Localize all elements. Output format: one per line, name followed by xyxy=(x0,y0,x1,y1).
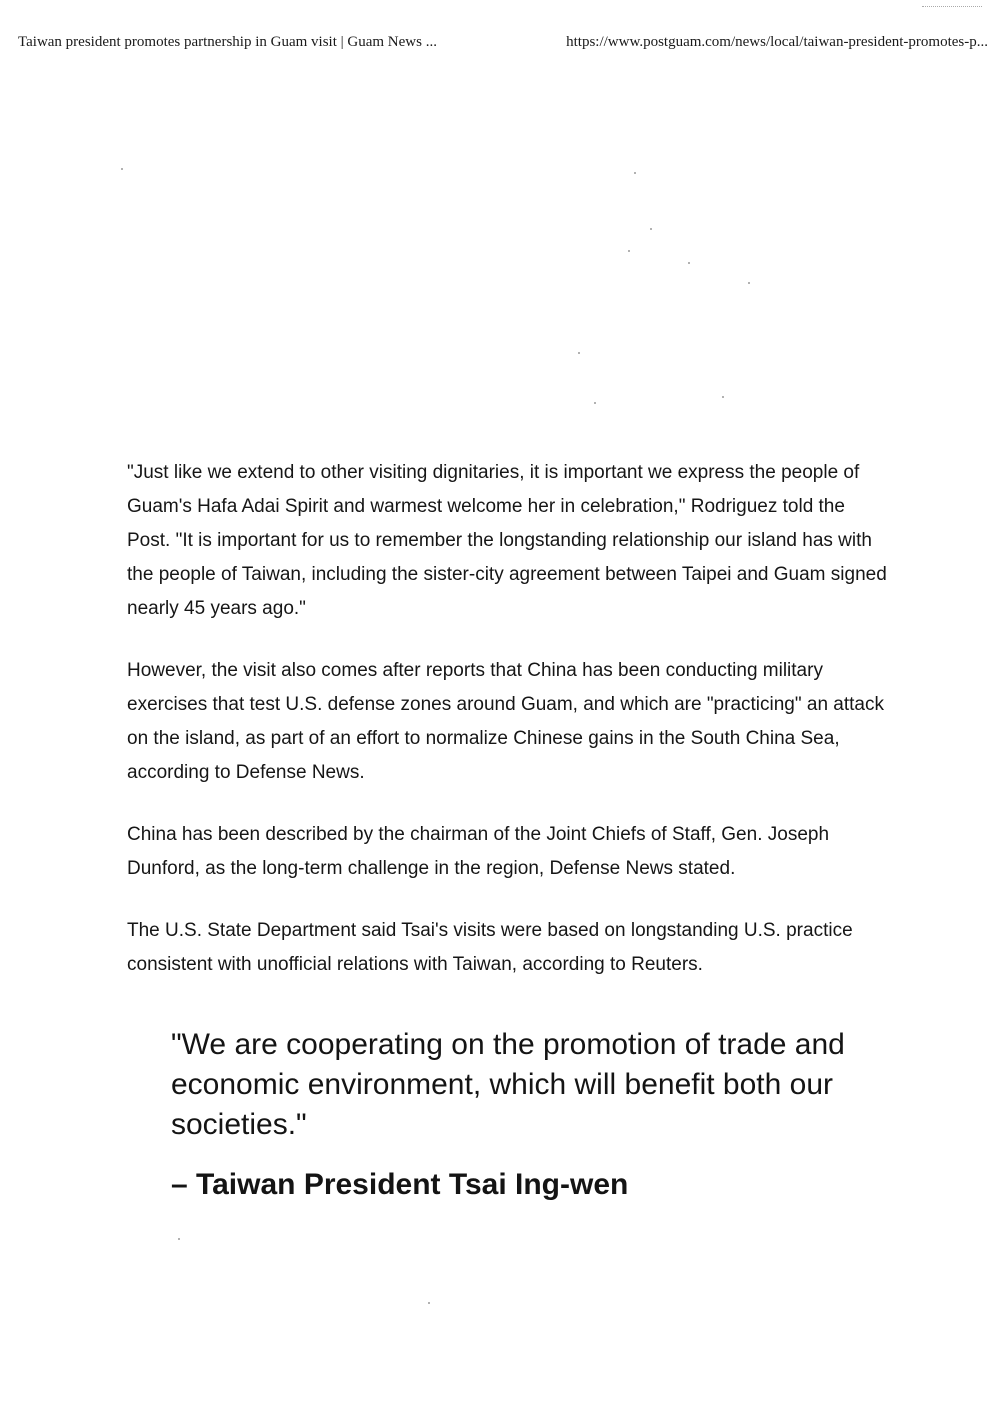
article-paragraph: However, the visit also comes after reports that China has been conducting military exercises that test U.S. defense zones around Guam, and which are "practicing" an attack on the island, as part of an effort to normalize Chinese gains in the South China Sea, according to Defense News. xyxy=(127,660,885,783)
scan-speck xyxy=(722,396,724,398)
scan-speck xyxy=(650,228,652,230)
scan-speck xyxy=(628,250,630,252)
scan-speck xyxy=(594,402,596,404)
page-title: Taiwan president promotes partnership in Guam visit | Guam News ... xyxy=(18,34,437,50)
scan-speck xyxy=(634,172,636,174)
pull-quote-attribution: – Taiwan President Tsai Ing-wen xyxy=(171,1168,629,1201)
article-paragraph: "Just like we extend to other visiting dignitaries, it is important we express the people of Guam's Hafa Adai Spirit and warmest welcome her in celebration," Rodriguez told the Post. "It is important for us to remember the longstanding relationship our island has with the people of Taiwan, including the sister-city agreement between Taipei and Guam signed nearly 45 years ago." xyxy=(127,462,887,619)
scan-speck xyxy=(178,1238,180,1240)
scan-speck xyxy=(121,168,123,170)
scan-artifact-line xyxy=(922,6,982,8)
print-header xyxy=(18,34,988,51)
scan-speck xyxy=(688,262,690,264)
scan-speck xyxy=(578,352,580,354)
pull-quote xyxy=(171,1025,871,1205)
article-paragraph: The U.S. State Department said Tsai's visits were based on longstanding U.S. practice consistent with unofficial relations with Taiwan, according to Reuters. xyxy=(127,920,853,975)
page-url: https://www.postguam.com/news/local/taiwan-president-promotes-p... xyxy=(566,34,988,50)
scan-speck xyxy=(428,1302,430,1304)
scan-speck xyxy=(748,282,750,284)
pull-quote-text: "We are cooperating on the promotion of trade and economic environment, which will benefit both our societies." xyxy=(171,1028,845,1141)
article-body xyxy=(127,456,887,1010)
article-paragraph: China has been described by the chairman of the Joint Chiefs of Staff, Gen. Joseph Dunford, as the long-term challenge in the region, Defense News stated. xyxy=(127,824,830,879)
